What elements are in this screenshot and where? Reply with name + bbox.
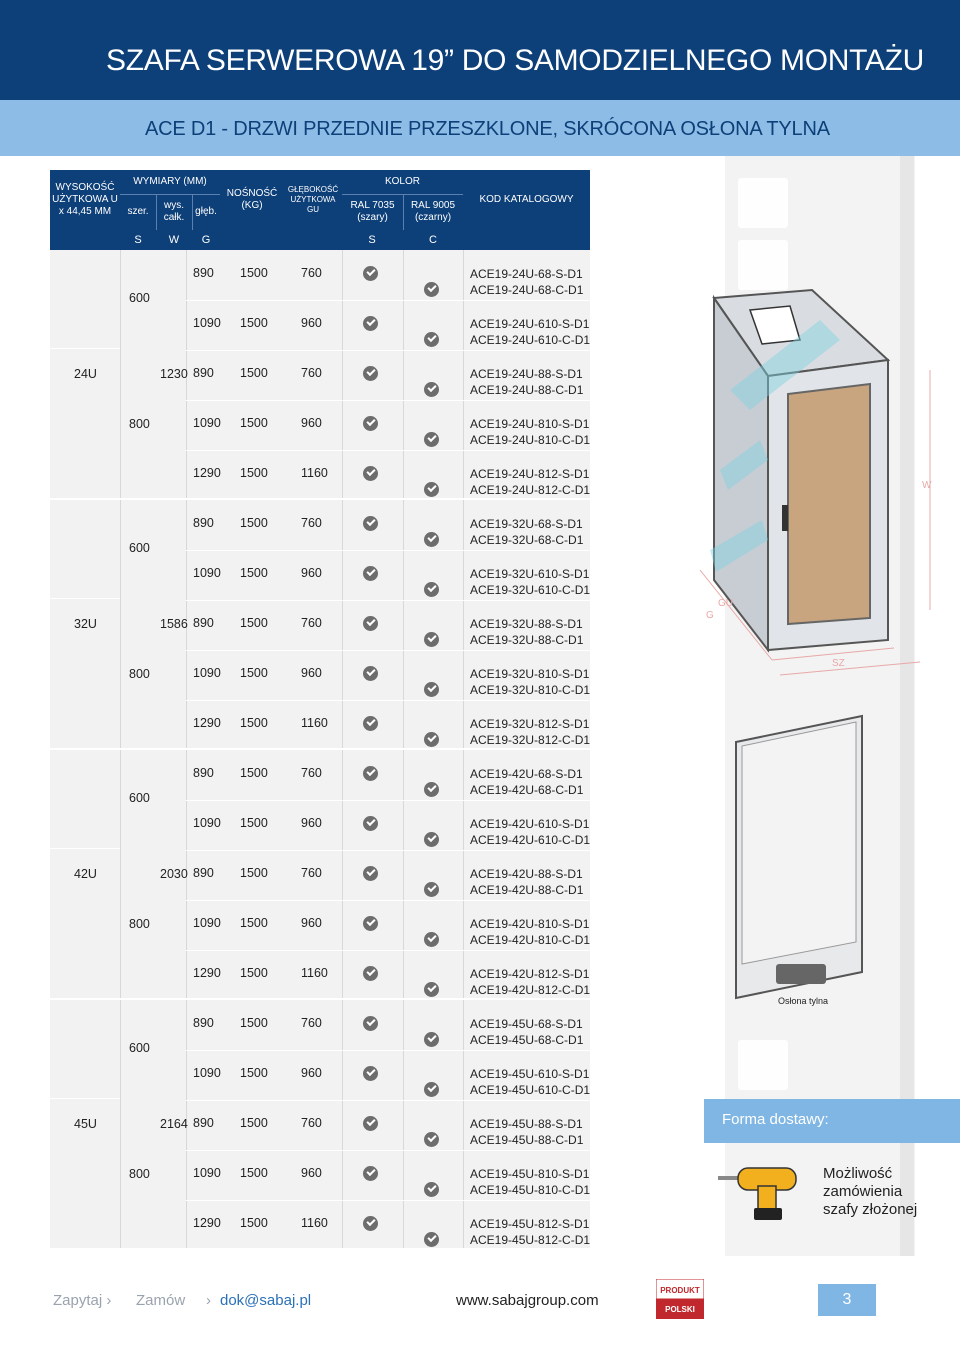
header-bar — [0, 0, 960, 100]
check-icon — [363, 966, 378, 981]
sub-s2: S — [368, 234, 376, 246]
catalog-code-grey: ACE19-45U-88-S-D1 — [470, 1117, 583, 1131]
check-icon — [424, 482, 439, 497]
width-800-cell: 800 — [129, 917, 150, 931]
depth-cell: 890 — [193, 616, 214, 630]
load-cell: 1500 — [240, 366, 268, 380]
row-separator — [186, 600, 590, 601]
check-icon — [363, 566, 378, 581]
delivery-line1: Możliwość — [823, 1165, 893, 1182]
check-icon — [424, 782, 439, 797]
check-icon — [363, 866, 378, 881]
drill-icon — [716, 1158, 808, 1224]
delivery-banner — [704, 1099, 960, 1143]
catalog-code-black: ACE19-32U-88-C-D1 — [470, 633, 584, 647]
col-total-height-header: wys. całk. — [156, 194, 192, 230]
nav-chevron-icon: › — [206, 1292, 211, 1309]
check-icon — [363, 1016, 378, 1031]
rear-panel-label: Osłona tylna — [778, 996, 829, 1006]
usable-depth-cell: 1160 — [301, 716, 328, 730]
check-icon — [424, 332, 439, 347]
width-800-cell: 800 — [129, 667, 150, 681]
usable-depth-cell: 760 — [301, 616, 322, 630]
check-icon — [424, 1082, 439, 1097]
website-link[interactable]: www.sabajgroup.com — [456, 1292, 599, 1309]
usable-depth-cell: 960 — [301, 916, 322, 930]
column-divider — [403, 500, 404, 748]
column-divider — [120, 750, 121, 998]
made-in-poland-badge — [656, 1279, 704, 1319]
nav-order-link[interactable]: Zamów — [136, 1292, 186, 1309]
catalog-code-grey: ACE19-24U-610-S-D1 — [470, 317, 590, 331]
load-cell: 1500 — [240, 916, 268, 930]
depth-cell: 890 — [193, 266, 214, 280]
height-u-cell: 45U — [74, 1117, 97, 1131]
delivery-line3: szafy złożonej — [823, 1201, 918, 1218]
check-icon — [424, 382, 439, 397]
load-cell: 1500 — [240, 966, 268, 980]
load-cell: 1500 — [240, 1166, 268, 1180]
load-cell: 1500 — [240, 666, 268, 680]
page-number: 3 — [818, 1284, 876, 1316]
column-divider — [342, 250, 343, 498]
badge-line1: PRODUKT — [660, 1286, 700, 1295]
row-separator — [186, 650, 590, 651]
check-icon — [424, 632, 439, 647]
load-cell: 1500 — [240, 566, 268, 580]
depth-cell: 890 — [193, 516, 214, 530]
row-separator — [186, 1150, 590, 1151]
catalog-code-black: ACE19-45U-810-C-D1 — [470, 1183, 591, 1197]
catalog-code-grey: ACE19-32U-68-S-D1 — [470, 517, 583, 531]
depth-cell: 890 — [193, 1016, 214, 1030]
total-height-cell: 1586 — [160, 617, 188, 631]
row-separator — [186, 800, 590, 801]
catalog-code-grey: ACE19-42U-810-S-D1 — [470, 917, 590, 931]
usable-depth-cell: 960 — [301, 1166, 322, 1180]
depth-cell: 1090 — [193, 816, 221, 830]
dim-gu-label: GU — [718, 598, 733, 609]
width-600-cell: 600 — [129, 291, 150, 305]
column-divider — [342, 750, 343, 998]
depth-cell: 890 — [193, 1116, 214, 1130]
depth-cell: 890 — [193, 866, 214, 880]
usable-depth-cell: 1160 — [301, 466, 328, 480]
depth-cell: 1090 — [193, 916, 221, 930]
subheader-bar — [0, 100, 960, 156]
check-icon — [424, 832, 439, 847]
catalog-code-grey: ACE19-45U-610-S-D1 — [470, 1067, 590, 1081]
column-divider — [463, 1000, 464, 1248]
depth-cell: 890 — [193, 366, 214, 380]
catalog-code-black: ACE19-45U-68-C-D1 — [470, 1033, 584, 1047]
usable-depth-cell: 1160 — [301, 966, 328, 980]
catalog-code-black: ACE19-24U-810-C-D1 — [470, 433, 591, 447]
height-u-cell: 32U — [74, 617, 97, 631]
catalog-code-black: ACE19-42U-88-C-D1 — [470, 883, 584, 897]
col-ral7035-header: RAL 7035 (szary) — [342, 194, 403, 230]
row-separator — [186, 950, 590, 951]
catalog-code-black: ACE19-45U-88-C-D1 — [470, 1133, 584, 1147]
check-icon — [424, 1032, 439, 1047]
usable-depth-cell: 1160 — [301, 1216, 328, 1230]
width-separator — [50, 598, 120, 599]
load-cell: 1500 — [240, 416, 268, 430]
check-icon — [424, 882, 439, 897]
usable-depth-cell: 960 — [301, 566, 322, 580]
load-cell: 1500 — [240, 516, 268, 530]
check-icon — [424, 1132, 439, 1147]
load-cell: 1500 — [240, 1016, 268, 1030]
load-cell: 1500 — [240, 1066, 268, 1080]
check-icon — [363, 516, 378, 531]
catalog-code-grey: ACE19-32U-88-S-D1 — [470, 617, 583, 631]
rear-panel-illustration — [732, 712, 866, 1000]
column-divider — [463, 500, 464, 748]
height-u-cell: 24U — [74, 367, 97, 381]
catalog-code-black: ACE19-42U-68-C-D1 — [470, 783, 584, 797]
check-icon — [424, 1232, 439, 1247]
load-cell: 1500 — [240, 866, 268, 880]
check-icon — [363, 316, 378, 331]
width-600-cell: 600 — [129, 1041, 150, 1055]
col-load-header: NOŚNOŚĆ (KG) — [220, 170, 284, 230]
check-icon — [424, 732, 439, 747]
catalog-code-black: ACE19-42U-810-C-D1 — [470, 933, 591, 947]
check-icon — [424, 532, 439, 547]
row-separator — [186, 900, 590, 901]
depth-cell: 1090 — [193, 566, 221, 580]
usable-depth-cell: 760 — [301, 266, 322, 280]
page-subtitle: ACE D1 - DRZWI PRZEDNIE PRZESZKLONE, SKRÓCONA OSŁONA TYLNA — [145, 118, 830, 140]
load-cell: 1500 — [240, 316, 268, 330]
check-icon — [363, 1066, 378, 1081]
catalog-code-grey: ACE19-42U-610-S-D1 — [470, 817, 590, 831]
check-icon — [424, 432, 439, 447]
check-icon — [363, 666, 378, 681]
catalog-code-grey: ACE19-32U-610-S-D1 — [470, 567, 590, 581]
catalog-code-grey: ACE19-45U-812-S-D1 — [470, 1217, 590, 1231]
nav-ask-link[interactable]: Zapytaj › — [53, 1292, 112, 1309]
width-separator — [50, 848, 120, 849]
catalog-code-grey: ACE19-24U-812-S-D1 — [470, 467, 590, 481]
catalog-code-black: ACE19-24U-68-C-D1 — [470, 283, 584, 297]
col-color-header: KOLOR — [342, 170, 463, 194]
load-cell: 1500 — [240, 766, 268, 780]
row-separator — [186, 1100, 590, 1101]
catalog-code-black: ACE19-45U-610-C-D1 — [470, 1083, 591, 1097]
width-separator — [50, 348, 120, 349]
row-separator — [186, 350, 590, 351]
check-icon — [424, 582, 439, 597]
total-height-cell: 1230 — [160, 367, 188, 381]
column-divider — [120, 1000, 121, 1248]
catalog-code-grey: ACE19-24U-88-S-D1 — [470, 367, 583, 381]
depth-cell: 1290 — [193, 1216, 221, 1230]
check-icon — [424, 982, 439, 997]
load-cell: 1500 — [240, 616, 268, 630]
width-800-cell: 800 — [129, 1167, 150, 1181]
load-cell: 1500 — [240, 816, 268, 830]
check-icon — [363, 766, 378, 781]
usable-depth-cell: 760 — [301, 866, 322, 880]
dim-sz-label: SZ — [832, 658, 845, 669]
usable-depth-cell: 760 — [301, 516, 322, 530]
column-divider — [342, 1000, 343, 1248]
usable-depth-cell: 960 — [301, 416, 322, 430]
page-title: SZAFA SERWEROWA 19” DO SAMODZIELNEGO MONTAŻU — [106, 44, 925, 77]
check-icon — [424, 932, 439, 947]
column-divider — [342, 500, 343, 748]
catalog-code-black: ACE19-24U-812-C-D1 — [470, 483, 591, 497]
check-icon — [363, 716, 378, 731]
sub-w: W — [168, 234, 180, 246]
dim-g-label: G — [706, 610, 714, 621]
depth-cell: 1090 — [193, 1066, 221, 1080]
sub-c: C — [429, 234, 437, 246]
catalog-code-black: ACE19-45U-812-C-D1 — [470, 1233, 591, 1247]
delivery-line2: zamówienia — [823, 1183, 903, 1200]
col-usable-depth-header: GŁĘBOKOŚĆ UŻYTKOWA GU — [284, 170, 342, 230]
delivery-title: Forma dostawy: — [722, 1111, 829, 1128]
check-icon — [363, 466, 378, 481]
usable-depth-cell: 960 — [301, 666, 322, 680]
column-divider — [463, 750, 464, 998]
badge-line2: POLSKI — [665, 1305, 695, 1314]
catalog-code-grey: ACE19-42U-812-S-D1 — [470, 967, 590, 981]
row-separator — [186, 300, 590, 301]
catalog-code-grey: ACE19-45U-810-S-D1 — [470, 1167, 590, 1181]
check-icon — [424, 682, 439, 697]
dim-w-label: W — [922, 480, 932, 491]
row-separator — [186, 700, 590, 701]
load-cell: 1500 — [240, 466, 268, 480]
check-icon — [363, 916, 378, 931]
email-link[interactable]: dok@sabaj.pl — [220, 1292, 312, 1309]
depth-cell: 1090 — [193, 416, 221, 430]
column-divider — [120, 500, 121, 748]
width-separator — [50, 1098, 120, 1099]
depth-cell: 1290 — [193, 966, 221, 980]
usable-depth-cell: 760 — [301, 366, 322, 380]
row-separator — [186, 1200, 590, 1201]
row-separator — [186, 1050, 590, 1051]
catalog-code-black: ACE19-32U-68-C-D1 — [470, 533, 584, 547]
depth-cell: 1290 — [193, 466, 221, 480]
sub-s: S — [134, 234, 142, 246]
catalog-code-grey: ACE19-42U-68-S-D1 — [470, 767, 583, 781]
load-cell: 1500 — [240, 1216, 268, 1230]
depth-cell: 890 — [193, 766, 214, 780]
catalog-code-grey: ACE19-32U-810-S-D1 — [470, 667, 590, 681]
check-icon — [363, 366, 378, 381]
col-ral9005-header: RAL 9005 (czarny) — [403, 194, 463, 230]
width-600-cell: 600 — [129, 791, 150, 805]
usable-depth-cell: 760 — [301, 766, 322, 780]
column-divider — [403, 250, 404, 498]
col-height-header: WYSOKOŚĆ UŻYTKOWA U x 44,45 MM — [50, 170, 120, 230]
sub-g: G — [201, 234, 211, 246]
width-600-cell: 600 — [129, 541, 150, 555]
check-icon — [363, 1216, 378, 1231]
check-icon — [363, 616, 378, 631]
check-icon — [363, 266, 378, 281]
catalog-code-black: ACE19-24U-610-C-D1 — [470, 333, 591, 347]
total-height-cell: 2030 — [160, 867, 188, 881]
total-height-cell: 2164 — [160, 1117, 188, 1131]
catalog-code-grey: ACE19-24U-68-S-D1 — [470, 267, 583, 281]
catalog-code-grey: ACE19-24U-810-S-D1 — [470, 417, 590, 431]
cabinet-illustration — [690, 280, 960, 700]
catalog-code-black: ACE19-32U-610-C-D1 — [470, 583, 591, 597]
row-separator — [186, 400, 590, 401]
check-icon — [424, 1182, 439, 1197]
usable-depth-cell: 760 — [301, 1116, 322, 1130]
usable-depth-cell: 960 — [301, 1066, 322, 1080]
check-icon — [424, 282, 439, 297]
catalog-code-black: ACE19-24U-88-C-D1 — [470, 383, 584, 397]
check-icon — [363, 1116, 378, 1131]
col-code-header: KOD KATALOGOWY — [463, 170, 590, 230]
col-width-header: szer. — [120, 194, 156, 230]
check-icon — [363, 1166, 378, 1181]
col-dims-header: WYMIARY (MM) — [120, 170, 220, 194]
load-cell: 1500 — [240, 1116, 268, 1130]
column-divider — [120, 250, 121, 498]
catalog-code-black: ACE19-32U-812-C-D1 — [470, 733, 591, 747]
depth-cell: 1090 — [193, 666, 221, 680]
catalog-code-grey: ACE19-32U-812-S-D1 — [470, 717, 590, 731]
catalog-code-grey: ACE19-42U-88-S-D1 — [470, 867, 583, 881]
row-separator — [186, 550, 590, 551]
column-divider — [463, 250, 464, 498]
column-divider — [403, 1000, 404, 1248]
usable-depth-cell: 960 — [301, 816, 322, 830]
catalog-code-grey: ACE19-45U-68-S-D1 — [470, 1017, 583, 1031]
row-separator — [186, 450, 590, 451]
depth-cell: 1090 — [193, 316, 221, 330]
catalog-code-black: ACE19-42U-610-C-D1 — [470, 833, 591, 847]
width-800-cell: 800 — [129, 417, 150, 431]
col-depth-header: głęb. — [192, 194, 220, 230]
delivery-text — [823, 1165, 917, 1219]
catalog-code-black: ACE19-42U-812-C-D1 — [470, 983, 591, 997]
catalog-code-black: ACE19-32U-810-C-D1 — [470, 683, 591, 697]
check-icon — [363, 816, 378, 831]
check-icon — [363, 416, 378, 431]
usable-depth-cell: 760 — [301, 1016, 322, 1030]
column-divider — [403, 750, 404, 998]
height-u-cell: 42U — [74, 867, 97, 881]
row-separator — [186, 850, 590, 851]
depth-cell: 1290 — [193, 716, 221, 730]
depth-cell: 1090 — [193, 1166, 221, 1180]
load-cell: 1500 — [240, 716, 268, 730]
load-cell: 1500 — [240, 266, 268, 280]
usable-depth-cell: 960 — [301, 316, 322, 330]
